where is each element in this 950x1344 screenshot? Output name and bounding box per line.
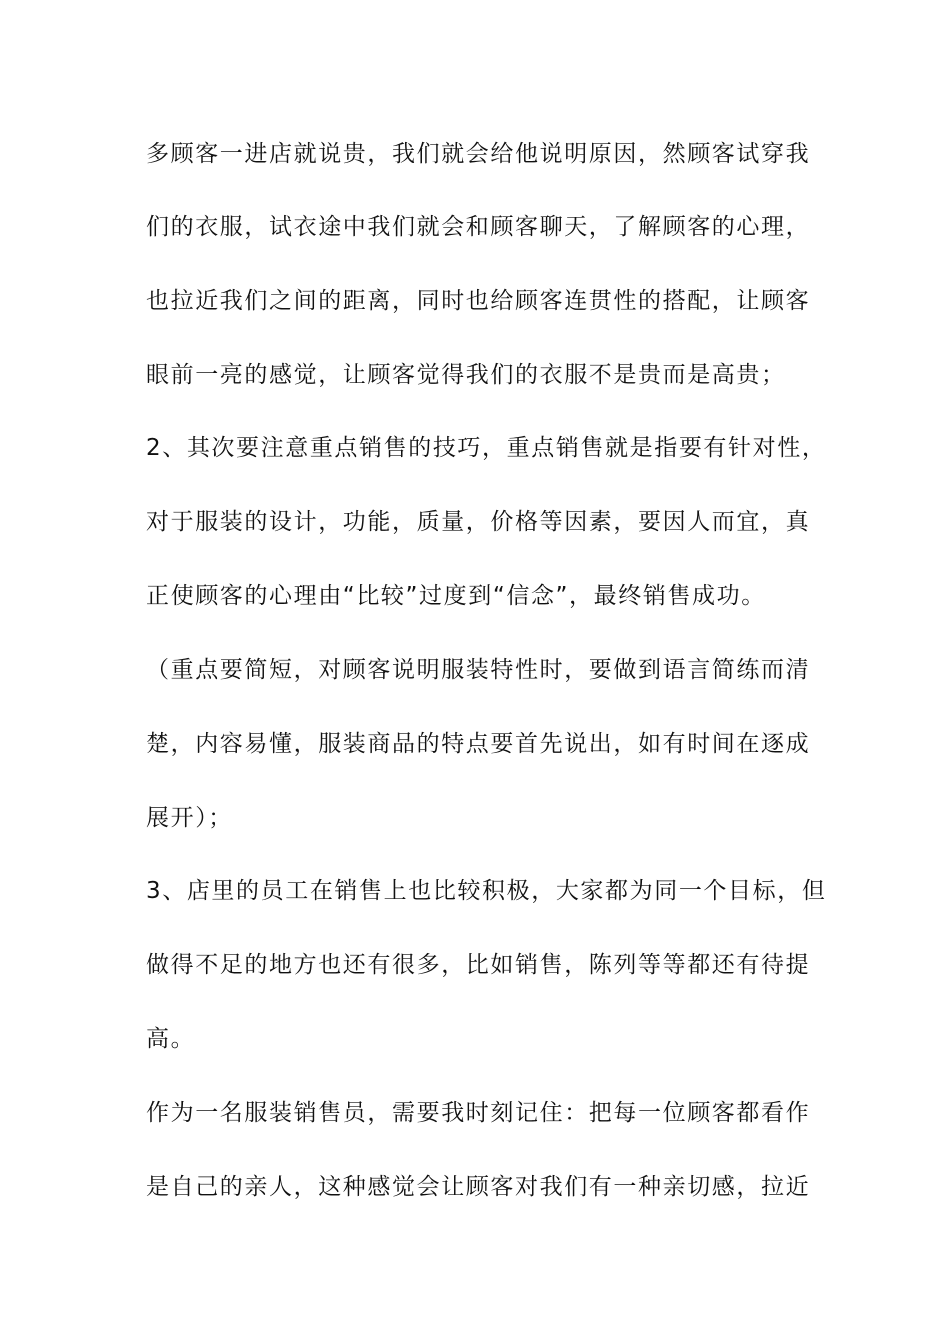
text-line: （重点要简短，对顾客说明服装特性时，要做到语言简练而清 (146, 657, 811, 683)
text-line: 3、店里的员工在销售上也比较积极，大家都为同一个目标，但 (146, 878, 827, 904)
text-line: 多顾客一进店就说贵，我们就会给他说明原因，然顾客试穿我 (146, 141, 811, 167)
text-line: 作为一名服装销售员，需要我时刻记住：把每一位顾客都看作 (146, 1100, 811, 1126)
text-line: 是自己的亲人，这种感觉会让顾客对我们有一种亲切感，拉近 (146, 1174, 811, 1200)
text-line: 对于服装的设计，功能，质量，价格等因素，要因人而宜，真 (146, 509, 811, 535)
text-line: 正使顾客的心理由“比较”过度到“信念”，最终销售成功。 (146, 583, 766, 609)
text-line: 也拉近我们之间的距离，同时也给顾客连贯性的搭配，让顾客 (146, 288, 811, 314)
text-line: 眼前一亮的感觉，让顾客觉得我们的衣服不是贵而是高贵； (146, 362, 786, 388)
text-line: 展开）； (146, 805, 233, 831)
text-line: 楚，内容易懂，服装商品的特点要首先说出，如有时间在逐成 (146, 731, 811, 757)
text-line: 做得不足的地方也还有很多，比如销售，陈列等等都还有待提 (146, 952, 811, 978)
text-line: 高。 (146, 1026, 196, 1052)
text-line: 2、其次要注意重点销售的技巧，重点销售就是指要有针对性， (146, 435, 827, 461)
text-line: 们的衣服，试衣途中我们就会和顾客聊天，了解顾客的心理， (146, 214, 811, 240)
